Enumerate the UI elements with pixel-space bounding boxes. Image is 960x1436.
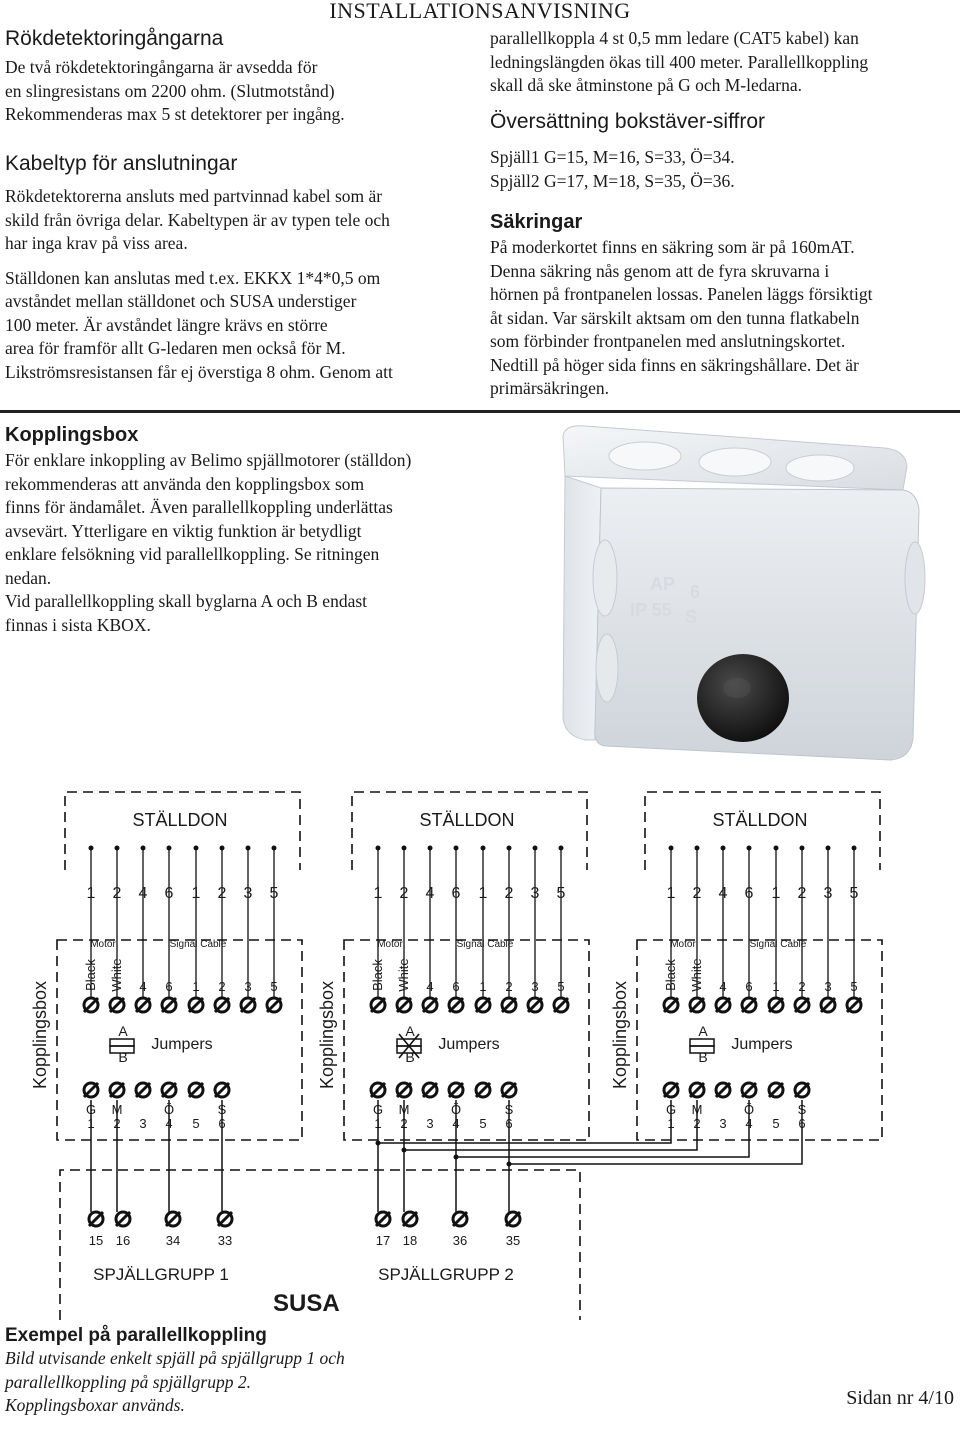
susa-terminal-num: 33 [217,1233,233,1248]
lead-dot [481,846,486,851]
bottom-terminal-num: 3 [426,1116,434,1131]
motor-label: Motor [377,939,403,950]
paragraph-line: en slingresistans om 2200 ohm. (Slutmotstånd) [5,80,335,101]
bottom-terminal-num: 1 [374,1116,382,1131]
actuator-terminal-num: 3 [530,885,540,902]
svg-text:S: S [685,607,698,627]
bottom-terminal-num: 4 [745,1116,753,1131]
top-terminal-num: 2 [505,979,513,994]
bottom-terminal-num: 2 [693,1116,701,1131]
paragraph-line: finnas i sista KBOX. [5,614,151,635]
paragraph-line: skild från övriga delar. Kabeltypen är av typen tele och [5,209,390,230]
bottom-terminal-num: 6 [798,1116,806,1131]
wire-color-label: White [396,958,411,992]
junction-box-label: Kopplingsbox [317,980,337,1090]
junction-dot [402,1148,407,1153]
actuator-label: STÄLLDON [712,810,808,830]
bottom-terminal-num: 6 [218,1116,226,1131]
jumper-a-label: A [405,1023,415,1039]
lead-dot [669,846,674,851]
lead-dot [852,846,857,851]
paragraph-line: enklare felsökning vid parallellkoppling. Se ritningen [5,544,380,564]
junction-box-photo [505,418,945,783]
lead-dot [115,846,120,851]
caption-line: Kopplingsboxar används. [5,1395,185,1415]
lead-dot [402,846,407,851]
top-terminal-num: 1 [192,979,200,994]
figure-caption [5,1325,525,1418]
paragraph-line: Likströmsresistansen får ej överstiga 8 ohm. Genom att [5,361,393,382]
section-title: Översättning bokstäver-siffror [490,110,766,133]
section-title: Kabeltyp för anslutningar [5,152,238,175]
top-terminal-num: 3 [244,979,252,994]
actuator-terminal-num: 6 [451,885,461,902]
lead-dot [454,846,459,851]
actuator-terminal-num: 3 [823,885,833,902]
paragraph-line: Rekommenderas max 5 st detektorer per ingång. [5,104,345,124]
paragraph-line: hörnen på frontpanelen lossas. Panelen läggs försiktigt [490,284,873,304]
susa-label: SUSA [273,1290,340,1317]
paragraph-line: Rökdetektorerna ansluts med partvinnad kabel som är [5,186,383,206]
bottom-terminal-num: 3 [719,1116,727,1131]
paragraph-line: För enklare inkoppling av Belimo spjällmotorer (ställdon) [5,450,412,470]
susa-terminal-num: 35 [505,1233,521,1248]
bottom-terminal-num: 5 [479,1116,487,1131]
svg-text:6: 6 [690,582,701,602]
lead-dot [220,846,225,851]
bottom-terminal-num: 5 [772,1116,780,1131]
paragraph-line: avståndet mellan ställdonet och SUSA understiger [5,291,357,311]
lead-dot [376,846,381,851]
top-terminal-num: 5 [850,979,858,994]
paragraph-line: De två rökdetektoringångarna är avsedda för [5,57,318,77]
paragraph-line: Vid parallellkoppling skall byglarna A och B endast [5,591,368,611]
top-terminal-num: 2 [798,979,806,994]
bottom-terminal-num: 1 [667,1116,675,1131]
paragraph-line: parallellkoppla 4 st 0,5 mm ledare (CAT5 kabel) kan [490,28,859,48]
caption-line: parallellkoppling på spjällgrupp 2. [5,1371,251,1392]
bottom-terminal-letter: G [85,1102,97,1117]
jumpers-label: Jumpers [438,1036,500,1053]
horizontal-divider [0,410,960,413]
lead-dot [747,846,752,851]
actuator-terminal-num: 4 [718,885,728,902]
actuator-terminal-num: 2 [112,885,122,902]
top-terminal-num: 6 [452,979,460,994]
actuator-outline [65,792,300,870]
junction-dot [454,1155,459,1160]
section-parallel-intro [490,27,955,98]
wiring-diagram [0,780,960,1340]
parallel-wire [509,1100,802,1164]
top-terminal-num: 1 [772,979,780,994]
bottom-terminal-letter: Ö [163,1102,175,1117]
bottom-terminal-letter: M [398,1102,410,1117]
paragraph-line: area för framför allt G-ledaren men också för M. [5,338,346,358]
svg-text:AP: AP [650,574,676,594]
paragraph-line: primärsäkringen. [490,378,610,398]
bottom-terminal-letter: Ö [743,1102,755,1117]
section-title: Rökdetektoringångarna [5,27,224,50]
paragraph-line: Ställdonen kan anslutas med t.ex. EKKX 1*4*0,5 om [5,267,381,288]
wire-color-label: White [689,958,704,992]
top-terminal-num: 4 [719,979,727,994]
bottom-terminal-num: 5 [192,1116,200,1131]
actuator-outline [352,792,587,870]
lead-dot [428,846,433,851]
wire-color-label: Black [83,959,98,991]
lead-dot [533,846,538,851]
jumper-a [690,1039,714,1046]
bottom-terminal-num: 3 [139,1116,147,1131]
top-terminal-num: 6 [165,979,173,994]
actuator-terminal-num: 6 [744,885,754,902]
section-fuses [490,211,955,401]
jumpers-label: Jumpers [731,1036,793,1053]
caption-title: Exempel på parallellkoppling [5,1325,267,1346]
bottom-terminal-letter: G [665,1102,677,1117]
page-number: Sidan nr 4/10 [846,1387,954,1409]
top-terminal-num: 6 [745,979,753,994]
actuator-terminal-num: 4 [138,885,148,902]
lead-dot [774,846,779,851]
actuator-terminal-num: 2 [692,885,702,902]
susa-terminal-num: 34 [165,1233,181,1248]
actuator-terminal-num: 1 [191,885,201,902]
bottom-terminal-letter: S [504,1102,514,1117]
parallel-wire [456,1100,749,1157]
wire-color-label: Black [370,959,385,991]
bottom-terminal-num: 4 [452,1116,460,1131]
actuator-terminal-num: 1 [478,885,488,902]
lead-dot [194,846,199,851]
jumper-a-label: A [698,1023,708,1039]
jumper-a [110,1039,134,1046]
actuator-terminal-num: 2 [217,885,227,902]
actuator-terminal-num: 5 [556,885,566,902]
bottom-terminal-letter: M [111,1102,123,1117]
actuator-terminal-num: 6 [164,885,174,902]
group-name: SPJÄLLGRUPP 1 [93,1265,229,1284]
paragraph-line: finns för ändamålet. Även parallellkoppling underlättas [5,497,393,517]
lead-dot [141,846,146,851]
lead-dot [89,846,94,851]
paragraph-line: 100 meter. Är avståndet längre krävs en större [5,314,328,335]
jumper-b-label: B [698,1049,708,1065]
lead-dot [167,846,172,851]
lead-dot [559,846,564,851]
actuator-terminal-num: 3 [243,885,253,902]
bottom-terminal-letter: S [217,1102,227,1117]
susa-terminal-num: 15 [88,1233,104,1248]
jumper-a-label: A [118,1023,128,1039]
actuator-terminal-num: 5 [849,885,859,902]
bottom-terminal-num: 2 [113,1116,121,1131]
actuator-label: STÄLLDON [419,810,515,830]
paragraph-line: nedan. [5,567,52,588]
bottom-terminal-num: 2 [400,1116,408,1131]
section-cable-type [5,152,475,384]
top-terminal-num: 1 [479,979,487,994]
paragraph-line: Nedtill på höger sida finns en säkringshållare. Det är [490,354,859,375]
paragraph-line: har inga krav på viss area. [5,233,188,253]
junction-box-label: Kopplingsbox [610,980,630,1090]
top-terminal-num: 3 [531,979,539,994]
paragraph-line: På moderkortet finns en säkring som är på 160mAT. [490,237,855,257]
lead-dot [800,846,805,851]
caption-line: Bild utvisande enkelt spjäll på spjällgrupp 1 och [5,1348,345,1368]
junction-box-label: Kopplingsbox [30,980,50,1090]
lead-dot [272,846,277,851]
susa-terminal-num: 16 [115,1233,131,1248]
actuator-terminal-num: 1 [373,885,383,902]
junction-dot [507,1162,512,1167]
actuator-terminal-num: 2 [797,885,807,902]
paragraph-line: rekommenderas att använda den kopplingsbox som [5,473,365,494]
lead-dot [507,846,512,851]
actuator-outline [645,792,880,870]
section-translation [490,110,955,193]
susa-terminal-num: 36 [452,1233,468,1248]
lead-dot [695,846,700,851]
susa-terminal-num: 17 [375,1233,391,1248]
actuator-terminal-num: 1 [666,885,676,902]
bottom-terminal-num: 1 [87,1116,95,1131]
paragraph-line: ledningslängden ökas till 400 meter. Parallellkoppling [490,51,869,72]
paragraph-line: som förbinder frontpanelen med anslutningskortet. [490,331,846,351]
top-terminal-num: 4 [426,979,434,994]
top-terminal-num: 3 [824,979,832,994]
signal-cable-label: Signal Cable [749,939,807,950]
actuator-terminal-num: 1 [771,885,781,902]
junction-dot [376,1141,381,1146]
susa-terminal-num: 18 [402,1233,418,1248]
lead-dot [826,846,831,851]
parallel-wire [378,1100,671,1143]
bottom-terminal-num: 4 [165,1116,173,1131]
wire-color-label: Black [663,959,678,991]
page-header: INSTALLATIONSANVISNING [329,0,631,23]
paragraph-line: skall då ske åtminstone på G och M-ledarna. [490,75,802,95]
top-terminal-num: 5 [270,979,278,994]
bottom-terminal-letter: M [691,1102,703,1117]
top-terminal-num: 2 [218,979,226,994]
paragraph-line: åt sidan. Var särskilt aktsam om den tunna flatkabeln [490,307,860,328]
signal-cable-label: Signal Cable [169,939,227,950]
signal-cable-label: Signal Cable [456,939,514,950]
top-terminal-num: 4 [139,979,147,994]
jumpers-label: Jumpers [151,1036,213,1053]
bottom-terminal-letter: Ö [450,1102,462,1117]
paragraph-line: avsevärt. Ytterligare en viktig funktion är betydligt [5,520,362,541]
actuator-label: STÄLLDON [132,810,228,830]
paragraph-line: Denna säkring nås genom att de fyra skruvarna i [490,260,830,281]
actuator-terminal-num: 2 [504,885,514,902]
jumper-b-label: B [118,1049,128,1065]
section-smoke-detector-inputs [5,27,475,127]
bottom-terminal-letter: G [372,1102,384,1117]
motor-label: Motor [90,939,116,950]
actuator-terminal-num: 5 [269,885,279,902]
top-terminal-num: 5 [557,979,565,994]
bottom-terminal-letter: S [797,1102,807,1117]
section-junction-box [5,424,485,637]
paragraph-line: Spjäll1 G=15, M=16, S=33, Ö=34. [490,147,735,167]
motor-label: Motor [670,939,696,950]
bottom-terminal-num: 6 [505,1116,513,1131]
actuator-terminal-num: 1 [86,885,96,902]
actuator-terminal-num: 4 [425,885,435,902]
lead-dot [721,846,726,851]
lead-dot [246,846,251,851]
svg-text:IP 55: IP 55 [630,600,672,620]
group-name: SPJÄLLGRUPP 2 [378,1265,514,1284]
paragraph-line: Spjäll2 G=17, M=18, S=35, Ö=36. [490,170,735,191]
actuator-terminal-num: 2 [399,885,409,902]
section-title: Säkringar [490,211,583,233]
jumper-b-label: B [405,1049,415,1065]
wire-color-label: White [109,958,124,992]
section-title: Kopplingsbox [5,424,139,446]
